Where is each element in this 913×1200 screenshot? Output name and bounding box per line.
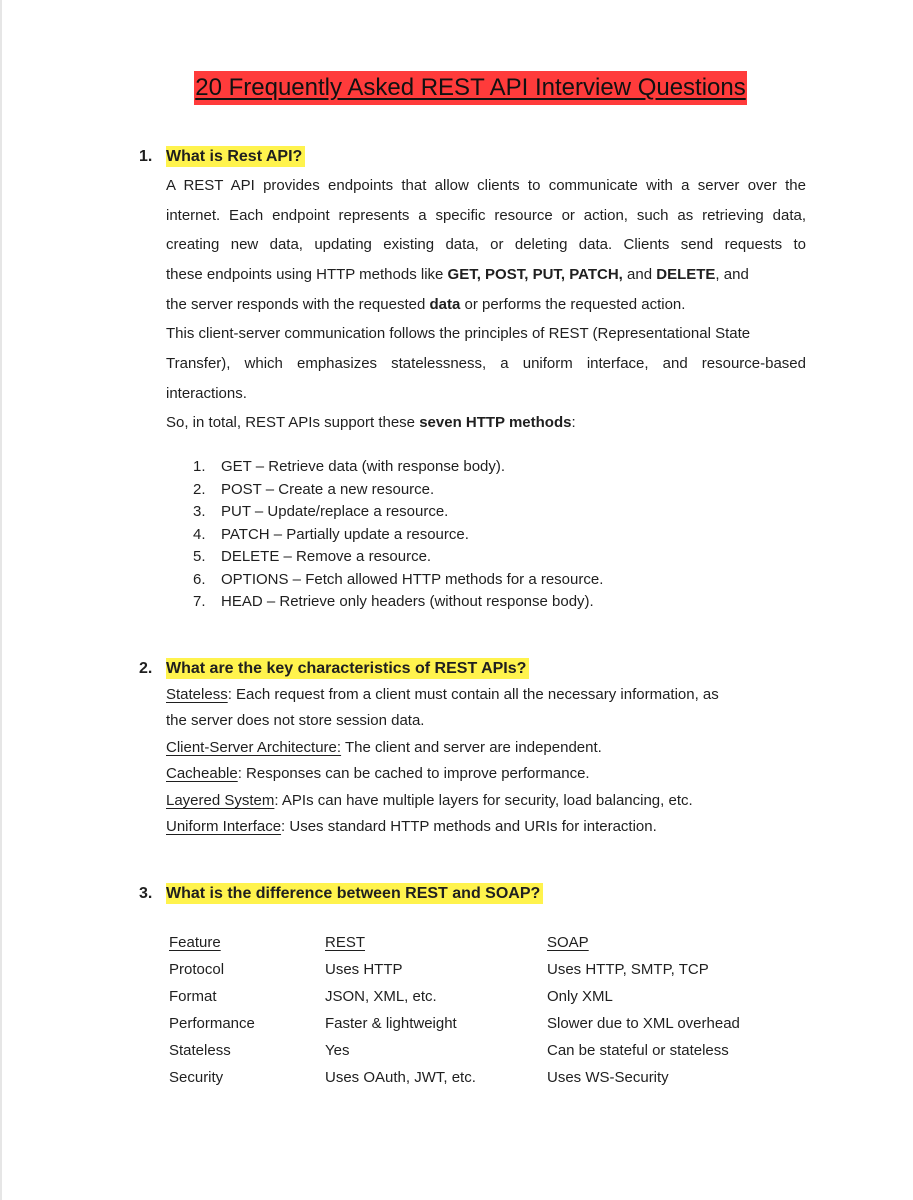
table-cell: Uses HTTP, SMTP, TCP bbox=[547, 961, 709, 978]
characteristic-term: Layered System bbox=[166, 792, 275, 809]
method-list-item bbox=[193, 458, 505, 475]
characteristic-item bbox=[166, 686, 719, 703]
table-cell: Uses OAuth, JWT, etc. bbox=[325, 1069, 476, 1086]
question-number: 3. bbox=[139, 885, 153, 902]
question-number: 2. bbox=[139, 660, 153, 677]
table-header-rest: REST bbox=[325, 934, 366, 951]
question-2-heading bbox=[139, 660, 529, 678]
table-cell: Performance bbox=[169, 1015, 255, 1032]
table-cell: Yes bbox=[325, 1042, 350, 1059]
table-header-feature: Feature bbox=[169, 934, 221, 951]
method-name: PATCH bbox=[221, 526, 270, 543]
characteristic-term: Cacheable bbox=[166, 765, 238, 782]
text: So, in total, REST APIs support these bbox=[166, 414, 420, 431]
question-number: 1. bbox=[139, 148, 153, 165]
q1-line-7: Transfer), which emphasizes statelessness, a uniform interface, and resource-based bbox=[166, 355, 806, 372]
question-3-heading bbox=[139, 885, 543, 903]
text: and bbox=[622, 266, 657, 283]
method-desc: – Update/replace a resource. bbox=[250, 503, 449, 520]
method-list-item bbox=[193, 526, 469, 543]
characteristic-term: Uniform Interface bbox=[166, 818, 282, 835]
table-cell: Only XML bbox=[547, 988, 613, 1005]
method-list-item bbox=[193, 548, 431, 565]
table-cell: JSON, XML, etc. bbox=[325, 988, 437, 1005]
method-name: PUT bbox=[221, 503, 251, 520]
q1-line-2: internet. Each endpoint represents a specific resource or action, such as retrieving data, bbox=[166, 207, 806, 224]
method-name: GET bbox=[221, 458, 252, 475]
method-desc: – Create a new resource. bbox=[261, 481, 435, 498]
table-cell: Protocol bbox=[169, 961, 225, 978]
list-number: 4. bbox=[193, 526, 206, 543]
list-number: 3. bbox=[193, 503, 206, 520]
text: , and bbox=[715, 266, 749, 283]
characteristic-item bbox=[166, 792, 693, 809]
q1-line-3: creating new data, updating existing data, or deleting data. Clients send requests to bbox=[166, 236, 806, 253]
method-list-item bbox=[193, 571, 603, 588]
table-cell: Security bbox=[169, 1069, 224, 1086]
list-number: 5. bbox=[193, 548, 206, 565]
question-1-heading bbox=[139, 148, 305, 166]
q1-line-4 bbox=[166, 266, 806, 283]
list-number: 7. bbox=[193, 593, 206, 610]
method-name: HEAD bbox=[221, 593, 263, 610]
method-desc: – Remove a resource. bbox=[279, 548, 432, 565]
method-list-item bbox=[193, 481, 434, 498]
table-cell: Faster & lightweight bbox=[325, 1015, 457, 1032]
text: these endpoints using HTTP methods like bbox=[166, 266, 448, 283]
question-text: What are the key characteristics of REST APIs? bbox=[166, 658, 529, 679]
q1-line-5 bbox=[166, 296, 806, 313]
page-title: 20 Frequently Asked REST API Interview Questions bbox=[194, 71, 747, 105]
question-text: What is Rest API? bbox=[166, 146, 305, 167]
characteristic-term: Stateless bbox=[166, 686, 228, 703]
characteristic-text: : Uses standard HTTP methods and URIs for interaction. bbox=[281, 818, 657, 835]
bold-text: data bbox=[429, 296, 461, 313]
table-cell: Uses WS-Security bbox=[547, 1069, 669, 1086]
list-number: 1. bbox=[193, 458, 206, 475]
characteristic-text: : Each request from a client must contain all the necessary information, as bbox=[227, 686, 719, 703]
q1-line-6: This client-server communication follows the principles of REST (Representational State bbox=[166, 325, 751, 342]
text: the server responds with the requested bbox=[166, 296, 430, 313]
table-cell: Can be stateful or stateless bbox=[547, 1042, 729, 1059]
bold-text: seven HTTP methods bbox=[419, 414, 572, 431]
characteristic-text: : APIs can have multiple layers for security, load balancing, etc. bbox=[274, 792, 693, 809]
method-desc: – Retrieve only headers (without response body). bbox=[262, 593, 594, 610]
q1-line-1: A REST API provides endpoints that allow clients to communicate with a server over the bbox=[166, 177, 806, 194]
list-number: 6. bbox=[193, 571, 206, 588]
method-name: OPTIONS bbox=[221, 571, 289, 588]
table-cell: Uses HTTP bbox=[325, 961, 403, 978]
text: or performs the requested action. bbox=[460, 296, 686, 313]
question-text: What is the difference between REST and SOAP? bbox=[166, 883, 543, 904]
method-name: DELETE bbox=[221, 548, 280, 565]
table-cell: Format bbox=[169, 988, 217, 1005]
characteristic-item bbox=[166, 818, 657, 835]
characteristic-text: : Responses can be cached to improve performance. bbox=[237, 765, 590, 782]
bold-text: DELETE bbox=[656, 266, 716, 283]
method-list-item bbox=[193, 593, 594, 610]
characteristic-term: Client-Server Architecture: bbox=[166, 739, 342, 756]
page-edge bbox=[0, 0, 2, 1200]
table-cell: Slower due to XML overhead bbox=[547, 1015, 740, 1032]
characteristic-item bbox=[166, 712, 424, 729]
method-name: POST bbox=[221, 481, 262, 498]
characteristic-text: The client and server are independent. bbox=[341, 739, 602, 756]
list-number: 2. bbox=[193, 481, 206, 498]
q1-line-9 bbox=[166, 414, 806, 431]
method-desc: – Retrieve data (with response body). bbox=[251, 458, 506, 475]
text: : bbox=[571, 414, 576, 431]
characteristic-item bbox=[166, 765, 590, 782]
bold-text: GET, POST, PUT, PATCH, bbox=[447, 266, 623, 283]
method-desc: – Fetch allowed HTTP methods for a resource. bbox=[288, 571, 604, 588]
characteristic-text: the server does not store session data. bbox=[166, 712, 425, 729]
method-list-item bbox=[193, 503, 448, 520]
characteristic-item bbox=[166, 739, 602, 756]
method-desc: – Partially update a resource. bbox=[269, 526, 469, 543]
q1-line-8: interactions. bbox=[166, 385, 247, 402]
table-cell: Stateless bbox=[169, 1042, 231, 1059]
table-header-soap: SOAP bbox=[547, 934, 589, 951]
